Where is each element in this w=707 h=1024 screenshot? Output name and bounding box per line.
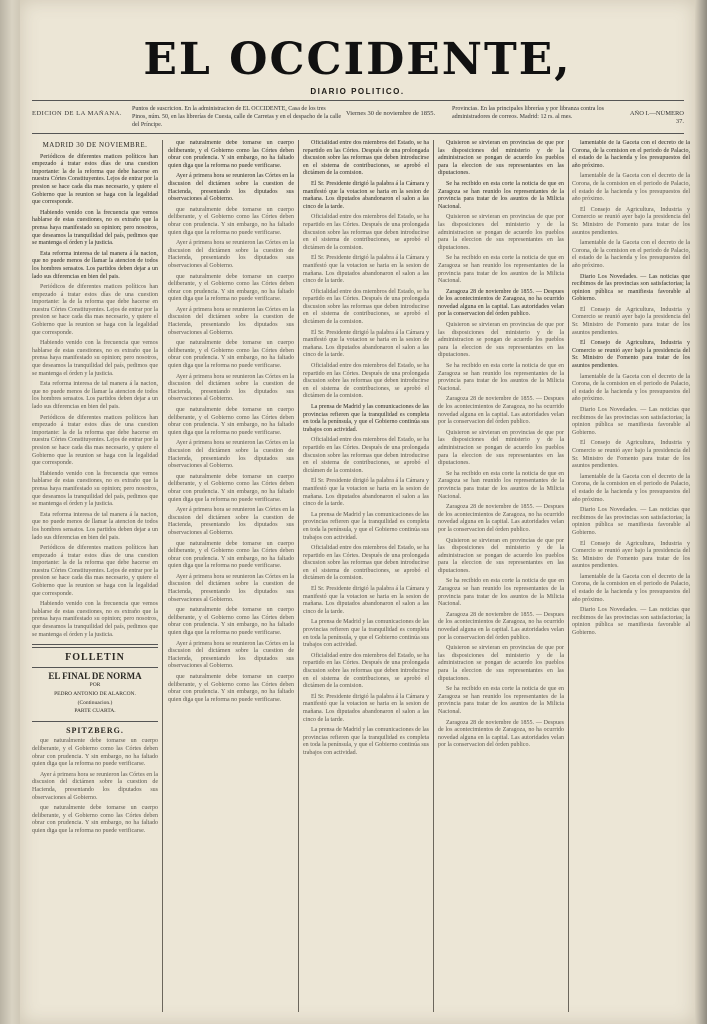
article-paragraph: que naturalmente debe tomarse un cuerpo deliberante, y el Gobierno como las Córtes deben obrar con prudencia. Y sin embargo, no ha faltado quien diga que la reforma no puede verificarse. [168, 607, 294, 637]
article-paragraph: El Consejo de Agricultura, Industria y Comercio se reunió ayer bajo la presidencia del Sr. Ministro de Fomento para tratar de los asuntos pendientes. [572, 340, 690, 370]
column-1 [32, 140, 158, 1012]
article-paragraph: Se ha recibido en esta corte la noticia de que en Zaragoza se han reunido los representantes de la provincia para tratar de los asuntos de la Milicia Nacional. [438, 470, 564, 500]
article-paragraph: Zaragoza 28 de noviembre de 1855. — Despues de los acontecimientos de Zaragoza, no ha ocurrido novedad alguna en la capital. Las autoridades velan por la conservacion del órden publico. [438, 396, 564, 426]
divider [32, 667, 158, 668]
article-paragraph: Oficialidad entre dos miembros del Estado, se ha repartido en las Córtes. Después de una prolongada discusion sobre las reformas que deben introducirse en el sistema de contribuciones, se aprobó el dictámen de la comision. [303, 140, 429, 177]
article-paragraph: Habiendo venido con la frecuencia que vemos hablarse de estas cuestiones, no es extraño que la prensa haya manifestado su opinion; pero nosotros, que deseamos la tranquilidad del país, pedimos que se mantenga el órden y la justicia. [32, 470, 158, 508]
column-separator [433, 140, 434, 1012]
article-paragraph: que naturalmente debe tomarse un cuerpo deliberante, y el Gobierno como las Córtes deben obrar con prudencia. Y sin embargo, no ha faltado quien diga que la reforma no puede verificarse. [168, 540, 294, 570]
article-paragraph: Zaragoza 28 de noviembre de 1855. — Despues de los acontecimientos de Zaragoza, no ha ocurrido novedad alguna en la capital. Las autoridades velan por la conservacion del órden publico. [438, 288, 564, 318]
province-conditions: Provincias. En las principales librerías y por libranza contra los administradores de correos. Madrid: 12 rs. al mes. [452, 106, 604, 120]
article-paragraph: que naturalmente debe tomarse un cuerpo deliberante, y el Gobierno como las Córtes deben obrar con prudencia. Y sin embargo, no ha faltado quien diga que la reforma no puede verificarse. [32, 805, 158, 834]
article-paragraph: Periódicos de diferentes matices políticos han empezado á tratar estos días de una cuestion importante: la de la reforma que debe hacerse en nuestra Córtes Constituyentes. Lejos de entrar por la presion se hace cada dia mas necesario, y quiere el Gobierno que la reunion se haga con la legalidad que corresponde. [32, 284, 158, 336]
column-separator [298, 140, 299, 1012]
column-4 [438, 140, 564, 1012]
section-heading: MADRID 30 DE NOVIEMBRE. [42, 141, 148, 149]
article-paragraph: Diario Los Novedades. — Las noticias que recibimos de las provincias son satisfactorias; la opinion pública se manifiesta favorable al Gobierno. [572, 407, 690, 436]
article-paragraph: La prensa de Madrid y las comunicaciones de las provincias refieren que la tranquilidad es completa en toda la península, y que el Gobierno continúa sus trabajos con actividad. [303, 619, 429, 649]
edition-label: EDICION DE LA MAÑANA. [32, 110, 122, 117]
article-paragraph: Diario Los Novedades. — Las noticias que recibimos de las provincias son satisfactorias; la opinion pública se manifiesta favorable al Gobierno. [572, 507, 690, 536]
article-paragraph: Quisieron se sirvieran en provincias de que por las disposiciones del ministerio y de la administracion se pongan de acuerdo los pueblos para la eleccion de sus representantes en las diputaciones. [438, 322, 564, 359]
article-paragraph: Oficialidad entre dos miembros del Estado, se ha repartido en las Córtes. Después de una prolongada discusion sobre las reformas que deben introducirse en el sistema de contribuciones, se aprobó el dictámen de la comision. [303, 214, 429, 251]
article-paragraph: Se ha recibido en esta corte la noticia de que en Zaragoza se han reunido los representantes de la provincia para tratar de los asuntos de la Milicia Nacional. [438, 180, 564, 210]
article-paragraph: El Sr. Presidente dirigió la palabra á la Cámara y manifestó que la votacion se haria en la sesion de mañana. Los diputados abandonaron el salon a las cinco de la tarde. [303, 478, 429, 508]
article-paragraph: que naturalmente debe tomarse un cuerpo deliberante, y el Gobierno como las Córtes deben obrar con prudencia. Y sin embargo, no ha faltado quien diga que la reforma no puede verificarse. [168, 340, 294, 370]
article-paragraph: lamentable de la Gaceta con el decreto de la Corona, de la comision en el periodo de Palacio, el estado de la hacienda y los presupuestos del año próximo. [572, 473, 690, 503]
article-paragraph: Esta reforma interesa de tal manera á la nacion, que no puede menos de llamar la atencion de todos los hombres sensatos. Los partidos deben dejar a un lado sus diferencias en bien del pais. [32, 381, 158, 410]
masthead-subtitle: DIARIO POLITICO. [310, 87, 405, 96]
article-paragraph: lamentable de la Gaceta con el decreto de la Corona, de la comision en el periodo de Palacio, el estado de la hacienda y los presupuestos del año próximo. [572, 140, 690, 169]
article-paragraph: El Consejo de Agricultura, Industria y Comercio se reunió ayer bajo la presidencia del Sr. Ministro de Fomento para tratar de los asuntos pendientes. [572, 206, 690, 236]
article-paragraph: que naturalmente debe tomarse un cuerpo deliberante, y el Gobierno como las Córtes deben obrar con prudencia. Y sin embargo, no ha faltado quien diga que la reforma no puede verificarse. [168, 273, 294, 303]
masthead-title: EL OCCIDENTE, [143, 34, 572, 85]
article-paragraph: Zaragoza 28 de noviembre de 1855. — Despues de los acontecimientos de Zaragoza, no ha ocurrido novedad alguna en la capital. Las autoridades velan por la conservacion del órden publico. [438, 611, 564, 641]
column-2 [168, 140, 294, 1012]
article-paragraph: La prensa de Madrid y las comunicaciones de las provincias refieren que la tranquilidad es completa en toda la península, y que el Gobierno continúa sus trabajos con actividad. [303, 727, 429, 756]
feuilleton-heading: FOLLETIN [65, 652, 125, 664]
article-paragraph: Ayer á primera hora se reunieron las Córtes en la discusion del dictámen sobre la cuestion de Hacienda, presentando los diputados sus observaciones al Gobierno. [168, 573, 294, 603]
continuation-label: (Continuacion.) [77, 699, 113, 706]
article-paragraph: Ayer á primera hora se reunieron las Córtes en la discusion del dictámen sobre la cuestion de Hacienda, presentando los diputados sus observaciones al Gobierno. [168, 373, 294, 403]
article-paragraph: El Sr. Presidente dirigió la palabra á la Cámara y manifestó que la votacion se haria en la sesion de mañana. Los diputados abandonaron el salon a las cinco de la tarde. [303, 180, 429, 210]
chapter-title: SPITZBERG. [66, 725, 124, 735]
article-paragraph: El Sr. Presidente dirigió la palabra á la Cámara y manifestó que la votacion se haria en la sesion de mañana. Los diputados abandonaron el salon a las cinco de la tarde. [303, 586, 429, 615]
article-paragraph: Zaragoza 28 de noviembre de 1855. — Despues de los acontecimientos de Zaragoza, no ha ocurrido novedad alguna en la capital. Las autoridades velan por la conservacion del órden publico. [438, 719, 564, 749]
article-paragraph: Quisieron se sirvieran en provincias de que por las disposiciones del ministerio y de la administracion se pongan de acuerdo los pueblos para la eleccion de sus representantes en las diputaciones. [438, 537, 564, 574]
article-paragraph: Ayer á primera hora se reunieron las Córtes en la discusion del dictámen sobre la cuestion de Hacienda, presentando los diputados sus observaciones al Gobierno. [32, 771, 158, 801]
issue-date: Viernes 30 de noviembre de 1855. [346, 110, 436, 117]
article-paragraph: La prensa de Madrid y las comunicaciones de las provincias refieren que la tranquilidad es completa en toda la península, y que el Gobierno continúa sus trabajos con actividad. [303, 511, 429, 541]
article-paragraph: Habiendo venido con la frecuencia que vemos hablarse de estas cuestiones, no es extraño que la prensa haya manifestado su opinion; pero nosotros, que deseamos la tranquilidad del país, pedimos que se mantenga el órden y la justicia. [32, 340, 158, 377]
article-paragraph: La prensa de Madrid y las comunicaciones de las provincias refieren que la tranquilidad es completa en toda la península, y que el Gobierno continúa sus trabajos con actividad. [303, 404, 429, 433]
article-paragraph: Oficialidad entre dos miembros del Estado, se ha repartido en las Córtes. Después de una prolongada discusion sobre las reformas que deben introducirse en el sistema de contribuciones, se aprobó el dictámen de la comision. [303, 652, 429, 690]
subscription-conditions: Puntos de suscricion. En la administracion de EL OCCIDENTE, Casa de los tres Pinos, núm. 50, en las librerías de Cuesta, calle de Carretas y en el despacho de la calle del Príncipe. [132, 106, 342, 128]
article-paragraph: Quisieron se sirvieran en provincias de que por las disposiciones del ministerio y de la administracion se pongan de acuerdo los pueblos para la eleccion de sus representantes en las diputaciones. [438, 140, 564, 177]
article-paragraph: que naturalmente debe tomarse un cuerpo deliberante, y el Gobierno como las Córtes deben obrar con prudencia. Y sin embargo, no ha faltado quien diga que la reforma no puede verificarse. [168, 206, 294, 236]
article-paragraph: Periódicos de diferentes matices políticos han empezado á tratar estos días de una cuestion importante: la de la reforma que debe hacerse en nuestra Córtes Constituyentes. Lejos de entrar por la presion se hace cada dia mas necesario, y quiere el Gobierno que la reunion se haga con la legalidad que corresponde. [32, 153, 158, 206]
divider [32, 721, 158, 722]
article-paragraph: Oficialidad entre dos miembros del Estado, se ha repartido en las Córtes. Después de una prolongada discusion sobre las reformas que deben introducirse en el sistema de contribuciones, se aprobó el dictámen de la comision. [303, 288, 429, 326]
article-paragraph: Esta reforma interesa de tal manera á la nacion, que no puede menos de llamar la atencion de todos los hombres sensatos. Los partidos deben dejar a un lado sus diferencias en bien del pais. [32, 250, 158, 280]
article-paragraph: Periódicos de diferentes matices políticos han empezado á tratar estos días de una cuestion importante: la de la reforma que debe hacerse en nuestra Córtes Constituyentes. Lejos de entrar por la presion se hace cada dia mas necesario, y quiere el Gobierno que la reunion se haga con la legalidad que corresponde. [32, 414, 158, 467]
previous-page-edge [0, 0, 20, 1024]
article-paragraph: Zaragoza 28 de noviembre de 1855. — Despues de los acontecimientos de Zaragoza, no ha ocurrido novedad alguna en la capital. Las autoridades velan por la conservacion del órden publico. [438, 504, 564, 533]
part-label: PARTE CUARTA. [74, 708, 116, 715]
info-bar [32, 100, 684, 134]
article-paragraph: que naturalmente debe tomarse un cuerpo deliberante, y el Gobierno como las Córtes deben obrar con prudencia. Y sin embargo, no ha faltado quien diga que la reforma no puede verificarse. [168, 140, 294, 169]
article-paragraph: Ayer á primera hora se reunieron las Córtes en la discusion del dictámen sobre la cuestion de Hacienda, presentando los diputados sus observaciones al Gobierno. [168, 507, 294, 536]
column-separator [568, 140, 569, 1012]
article-paragraph: lamentable de la Gaceta con el decreto de la Corona, de la comision en el periodo de Palacio, el estado de la hacienda y los presupuestos del año próximo. [572, 573, 690, 603]
article-paragraph: Se ha recibido en esta corte la noticia de que en Zaragoza se han reunido los representantes de la provincia para tratar de los asuntos de la Milicia Nacional. [438, 363, 564, 392]
article-paragraph: Oficialidad entre dos miembros del Estado, se ha repartido en las Córtes. Después de una prolongada discusion sobre las reformas que deben introducirse en el sistema de contribuciones, se aprobó el dictámen de la comision. [303, 545, 429, 582]
article-paragraph: Quisieron se sirvieran en provincias de que por las disposiciones del ministerio y de la administracion se pongan de acuerdo los pueblos para la eleccion de sus representantes en las diputaciones. [438, 214, 564, 251]
article-paragraph: Se ha recibido en esta corte la noticia de que en Zaragoza se han reunido los representantes de la provincia para tratar de los asuntos de la Milicia Nacional. [438, 255, 564, 285]
article-paragraph: que naturalmente debe tomarse un cuerpo deliberante, y el Gobierno como las Córtes deben obrar con prudencia. Y sin embargo, no ha faltado quien diga que la reforma no puede verificarse. [168, 407, 294, 436]
article-paragraph: Ayer á primera hora se reunieron las Córtes en la discusion del dictámen sobre la cuestion de Hacienda, presentando los diputados sus observaciones al Gobierno. [168, 306, 294, 336]
article-paragraph: El Sr. Presidente dirigió la palabra á la Cámara y manifestó que la votacion se haria en la sesion de mañana. Los diputados abandonaron el salon a las cinco de la tarde. [303, 255, 429, 285]
article-paragraph: Quisieron se sirvieran en provincias de que por las disposiciones del ministerio y de la administracion se pongan de acuerdo los pueblos para la eleccion de sus representantes en las diputaciones. [438, 645, 564, 682]
column-3 [303, 140, 429, 1012]
issue-number: AÑO I.—NÚMERO 37. [629, 110, 684, 125]
column-5 [572, 140, 690, 1012]
article-paragraph: Habiendo venido con la frecuencia que vemos hablarse de estas cuestiones, no es extraño que la prensa haya manifestado su opinion; pero nosotros, que deseamos la tranquilidad del país, pedimos que se mantenga el órden y la justicia. [32, 209, 158, 247]
divider [32, 644, 158, 648]
article-paragraph: Habiendo venido con la frecuencia que vemos hablarse de estas cuestiones, no es extraño que la prensa haya manifestado su opinion; pero nosotros, que deseamos la tranquilidad del país, pedimos que se mantenga el órden y la justicia. [32, 601, 158, 638]
article-paragraph: Periódicos de diferentes matices políticos han empezado á tratar estos días de una cuestion importante: la de la reforma que debe hacerse en nuestra Córtes Constituyentes. Lejos de entrar por la presion se hace cada dia mas necesario, y quiere el Gobierno que la reunion se haga con la legalidad que corresponde. [32, 545, 158, 597]
article-paragraph: Se ha recibido en esta corte la noticia de que en Zaragoza se han reunido los representantes de la provincia para tratar de los asuntos de la Milicia Nacional. [438, 686, 564, 715]
article-paragraph: Diario Los Novedades. — Las noticias que recibimos de las provincias son satisfactorias; la opinion pública se manifiesta favorable al Gobierno. [572, 273, 690, 303]
article-paragraph: El Consejo de Agricultura, Industria y Comercio se reunió ayer bajo la presidencia del Sr. Ministro de Fomento para tratar de los asuntos pendientes. [572, 440, 690, 470]
article-paragraph: lamentable de la Gaceta con el decreto de la Corona, de la comision en el periodo de Palacio, el estado de la hacienda y los presupuestos del año próximo. [572, 240, 690, 269]
page-edge-right [695, 0, 707, 1024]
article-paragraph: que naturalmente debe tomarse un cuerpo deliberante, y el Gobierno como las Córtes deben obrar con prudencia. Y sin embargo, no ha faltado quien diga que la reforma no puede verificarse. [168, 674, 294, 703]
novel-title: EL FINAL DE NORMA [48, 670, 142, 681]
article-paragraph: El Consejo de Agricultura, Industria y Comercio se reunió ayer bajo la presidencia del Sr. Ministro de Fomento para tratar de los asuntos pendientes. [572, 540, 690, 570]
article-paragraph: Esta reforma interesa de tal manera á la nacion, que no puede menos de llamar la atencion de todos los hombres sensatos. Los partidos deben dejar a un lado sus diferencias en bien del pais. [32, 511, 158, 541]
article-paragraph: que naturalmente debe tomarse un cuerpo deliberante, y el Gobierno como las Córtes deben obrar con prudencia. Y sin embargo, no ha faltado quien diga que la reforma no puede verificarse. [32, 738, 158, 768]
article-paragraph: El Consejo de Agricultura, Industria y Comercio se reunió ayer bajo la presidencia del Sr. Ministro de Fomento para tratar de los asuntos pendientes. [572, 306, 690, 336]
newspaper-page [20, 0, 695, 1024]
novel-by: POR [89, 682, 101, 689]
article-paragraph: Ayer á primera hora se reunieron las Córtes en la discusion del dictámen sobre la cuestion de Hacienda, presentando los diputados sus observaciones al Gobierno. [168, 640, 294, 670]
article-paragraph: Se ha recibido en esta corte la noticia de que en Zaragoza se han reunido los representantes de la provincia para tratar de los asuntos de la Milicia Nacional. [438, 578, 564, 608]
article-paragraph: Diario Los Novedades. — Las noticias que recibimos de las provincias son satisfactorias; la opinion pública se manifiesta favorable al Gobierno. [572, 607, 690, 637]
article-paragraph: que naturalmente debe tomarse un cuerpo deliberante, y el Gobierno como las Córtes deben obrar con prudencia. Y sin embargo, no ha faltado quien diga que la reforma no puede verificarse. [168, 473, 294, 503]
article-paragraph: lamentable de la Gaceta con el decreto de la Corona, de la comision en el periodo de Palacio, el estado de la hacienda y los presupuestos del año próximo. [572, 173, 690, 203]
novel-author: PEDRO ANTONIO DE ALARCON. [54, 691, 136, 697]
article-paragraph: Quisieron se sirvieran en provincias de que por las disposiciones del ministerio y de la administracion se pongan de acuerdo los pueblos para la eleccion de sus representantes en las diputaciones. [438, 429, 564, 467]
article-paragraph: lamentable de la Gaceta con el decreto de la Corona, de la comision en el periodo de Palacio, el estado de la hacienda y los presupuestos del año próximo. [572, 373, 690, 403]
article-paragraph: Oficialidad entre dos miembros del Estado, se ha repartido en las Córtes. Después de una prolongada discusion sobre las reformas que deben introducirse en el sistema de contribuciones, se aprobó el dictámen de la comision. [303, 363, 429, 400]
article-paragraph: El Sr. Presidente dirigió la palabra á la Cámara y manifestó que la votacion se haria en la sesion de mañana. Los diputados abandonaron el salon a las cinco de la tarde. [303, 693, 429, 723]
column-separator [162, 140, 163, 1012]
article-paragraph: Oficialidad entre dos miembros del Estado, se ha repartido en las Córtes. Después de una prolongada discusion sobre las reformas que deben introducirse en el sistema de contribuciones, se aprobó el dictámen de la comision. [303, 437, 429, 474]
article-paragraph: Ayer á primera hora se reunieron las Córtes en la discusion del dictámen sobre la cuestion de Hacienda, presentando los diputados sus observaciones al Gobierno. [168, 440, 294, 470]
article-paragraph: Ayer á primera hora se reunieron las Córtes en la discusion del dictámen sobre la cuestion de Hacienda, presentando los diputados sus observaciones al Gobierno. [168, 240, 294, 269]
article-paragraph: Ayer á primera hora se reunieron las Córtes en la discusion del dictámen sobre la cuestion de Hacienda, presentando los diputados sus observaciones al Gobierno. [168, 173, 294, 203]
article-paragraph: El Sr. Presidente dirigió la palabra á la Cámara y manifestó que la votacion se haria en la sesion de mañana. Los diputados abandonaron el salon a las cinco de la tarde. [303, 329, 429, 359]
